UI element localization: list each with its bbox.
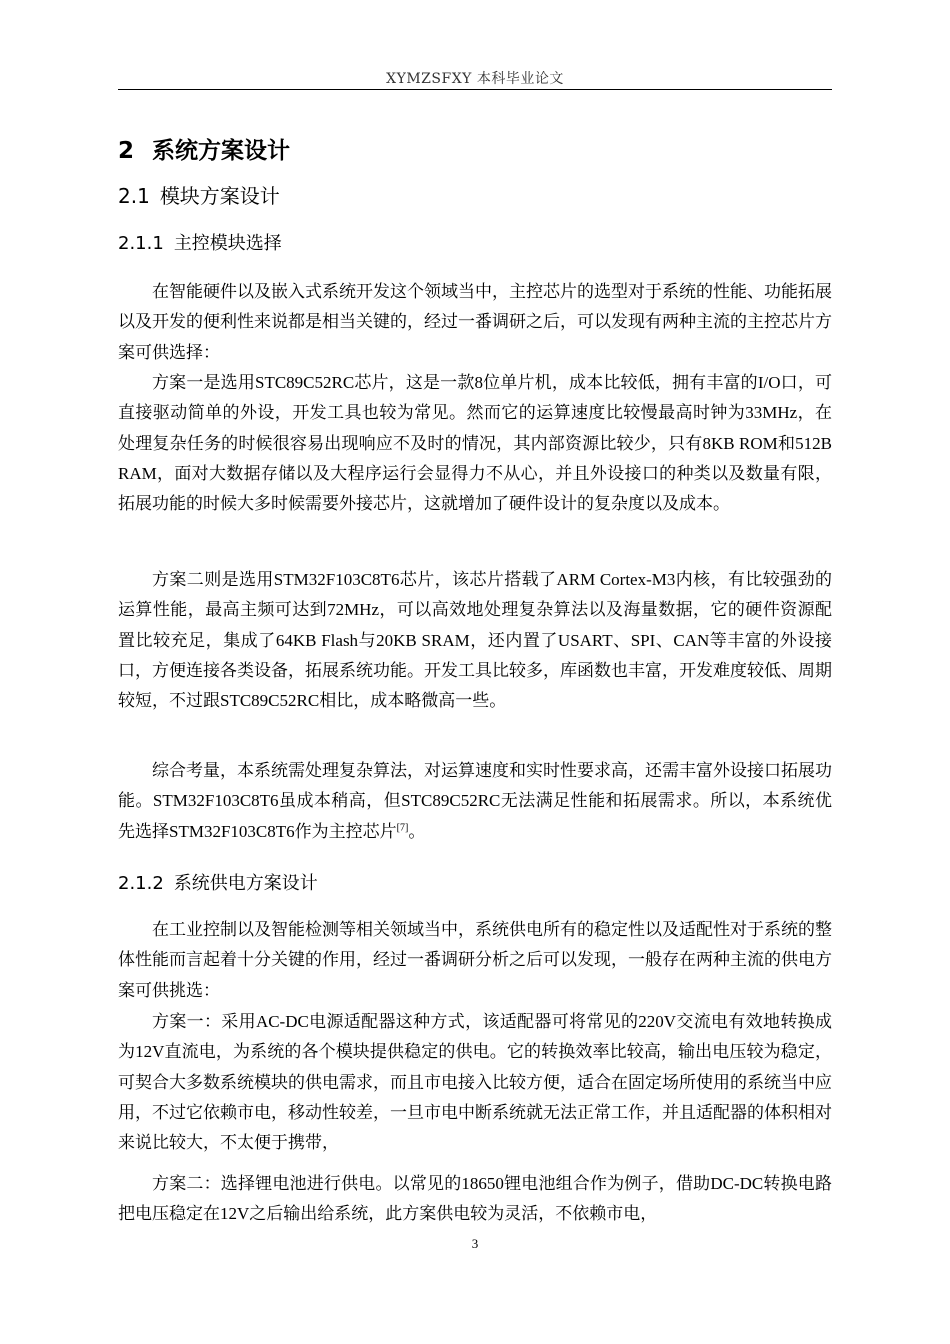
paragraph [118, 756, 832, 847]
subsection-number: 2.1.2 [118, 873, 164, 894]
paragraph: 方案一：采用AC-DC电源适配器这种方式，该适配器可将常见的220V交流电有效地转换成为12V直流电，为系统的各个模块提供稳定的供电。它的转换效率比较高，输出电压较为稳定，可契合大多数系统模块的供电需求，而且市电接入比较方便，适合在固定场所使用的系统当中应用，不过它依赖市电，移动性较差，一旦市电中断系统就无法正常工作，并且适配器的体积相对来说比较大，不太便于携带， [118, 1012, 832, 1153]
subsection-heading-2 [118, 869, 318, 895]
paragraph-text: 综合考量，本系统需处理复杂算法，对运算速度和实时性要求高，还需丰富外设接口拓展功能。STM32F103C8T6虽成本稍高，但STC89C52RC无法满足性能和拓展需求。所以，本系统优先选择STM32F103C8T6作为主控芯片 [118, 761, 832, 841]
paragraph: 方案二则是选用STM32F103C8T6芯片，该芯片搭载了ARM Cortex-M3内核，有比较强劲的运算性能，最高主频可达到72MHz，可以高效地处理复杂算法以及海量数据，它的硬件资源配置比较充足，集成了64KB Flash与20KB SRAM，还内置了USART、SPI、CAN等丰富的外设接口，方便连接各类设备，拓展系统功能。开发工具比较多，库函数也丰富，开发难度较低、周期较短，不过跟STC89C52RC相比，成本略微高一些。 [118, 570, 832, 711]
citation-marker: [7] [396, 821, 409, 833]
paragraph-end: 。 [408, 821, 426, 841]
chapter-number: 2 [118, 138, 135, 164]
chapter-heading [118, 132, 290, 165]
chapter-title: 系统方案设计 [152, 138, 290, 164]
subsection-heading-1 [118, 229, 282, 255]
page-number: 3 [471, 1236, 479, 1251]
paragraph: 在工业控制以及智能检测等相关领域当中，系统供电所有的稳定性以及适配性对于系统的整体性能而言起着十分关键的作用，经过一番调研分析之后可以发现，一般存在两种主流的供电方案可供挑选： [118, 920, 832, 1000]
running-header: XYMZSFXY 本科毕业论文 [386, 71, 564, 87]
paragraph: 方案二：选择锂电池进行供电。以常见的18650锂电池组合作为例子，借助DC-DC转换电路把电压稳定在12V之后输出给系统，此方案供电较为灵活，不依赖市电， [118, 1174, 832, 1224]
subsection-title: 系统供电方案设计 [173, 873, 318, 894]
section-title: 模块方案设计 [159, 184, 280, 208]
header-rule [118, 89, 832, 90]
section-number: 2.1 [118, 184, 150, 208]
paragraph: 方案一是选用STC89C52RC芯片，这是一款8位单片机，成本比较低，拥有丰富的I/O口，可直接驱动简单的外设，开发工具也较为常见。然而它的运算速度比较慢最高时钟为33MHz，在处理复杂任务的时候很容易出现响应不及时的情况，其内部资源比较少，只有8KB ROM和512B RAM，面对大数据存储以及大程序运行会显得力不从心，并且外设接口的种类以及数量有限，拓展功能的时候大多时候需要外接芯片，这就增加了硬件设计的复杂度以及成本。 [118, 373, 832, 514]
paragraph: 在智能硬件以及嵌入式系统开发这个领域当中，主控芯片的选型对于系统的性能、功能拓展以及开发的便利性来说都是相当关键的，经过一番调研之后，可以发现有两种主流的主控芯片方案可供选择： [118, 282, 832, 362]
subsection-number: 2.1.1 [118, 233, 164, 254]
section-heading [118, 180, 280, 209]
subsection-title: 主控模块选择 [173, 233, 282, 254]
